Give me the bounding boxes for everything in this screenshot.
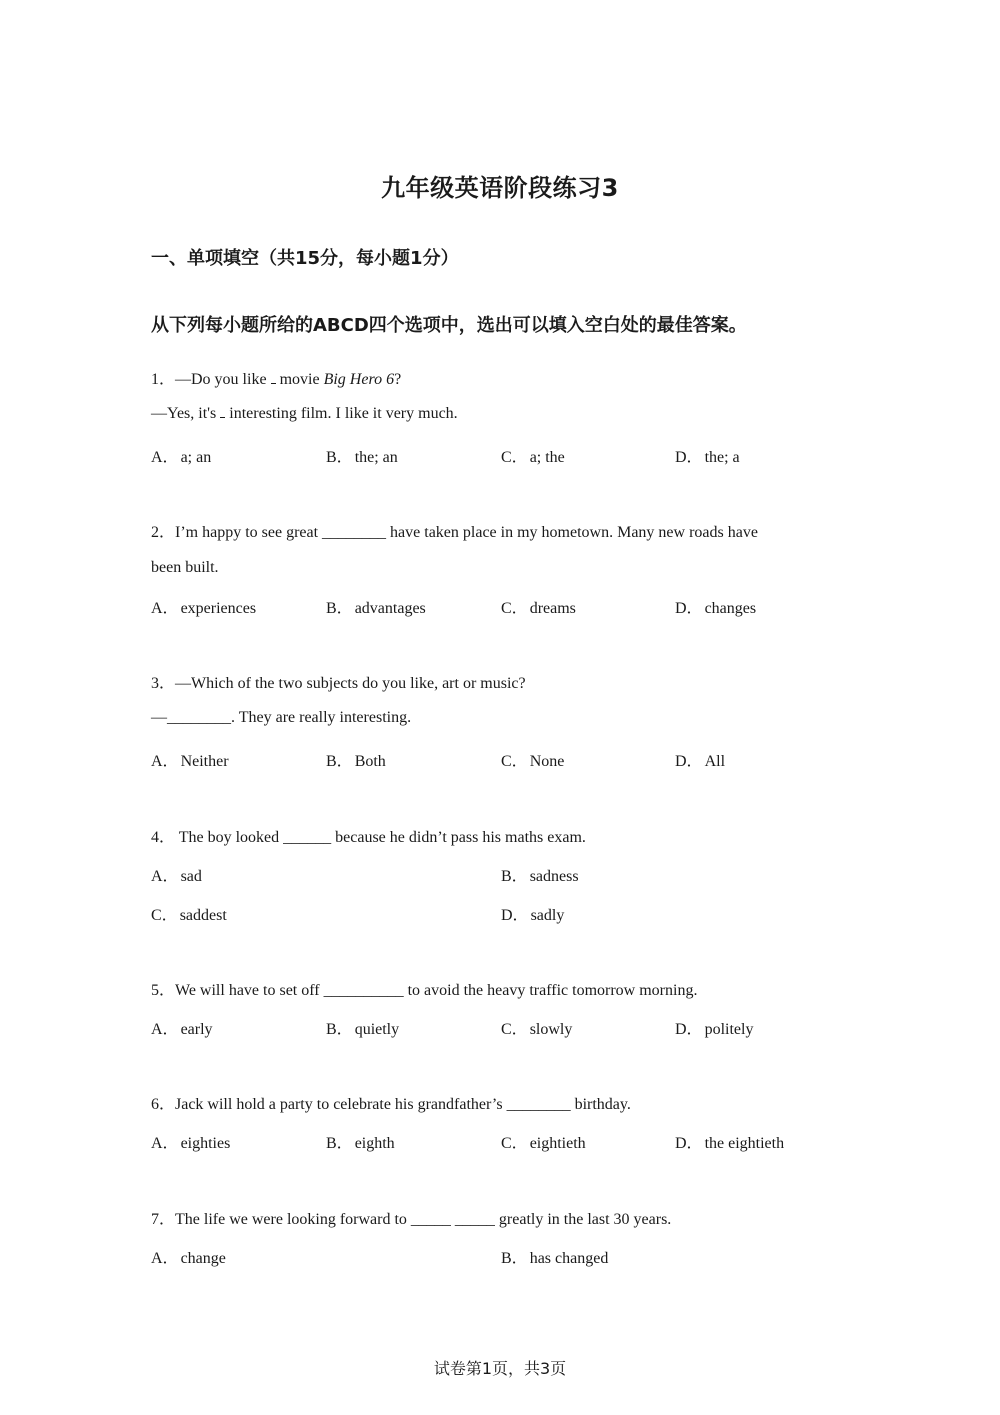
question-1-line-1 [151, 366, 401, 389]
section-instruction: 从下列每小题所给的ABCD四个选项中，选出可以填入空白处的最佳答案。 [151, 315, 747, 336]
question-4-option-d[interactable]: D． sadly [501, 907, 565, 924]
question-1-text-a: 1．—Do you like [151, 371, 271, 388]
section-heading: 一、单项填空（共15分，每小题1分） [151, 248, 459, 269]
question-1-option-d[interactable]: D． the; a [675, 449, 740, 466]
question-1-line-2 [151, 405, 458, 423]
movie-title: Big Hero 6 [323, 371, 395, 388]
question-3-line-2: —________. They are really interesting. [151, 709, 412, 726]
question-5-option-b[interactable]: B． quietly [326, 1021, 400, 1038]
question-5-option-a[interactable]: A． early [151, 1021, 213, 1038]
question-5-line-1: 5．We will have to set off __________ to avoid the heavy traffic tomorrow morning. [151, 982, 698, 999]
question-2-option-a[interactable]: A． experiences [151, 600, 257, 617]
question-1-option-a[interactable]: A． a; an [151, 449, 212, 466]
question-1-option-c[interactable]: C． a; the [501, 449, 565, 466]
question-6-option-c[interactable]: C． eightieth [501, 1135, 586, 1152]
question-6-line-1: 6．Jack will hold a party to celebrate his grandfather’s ________ birthday. [151, 1096, 631, 1113]
question-3-option-a[interactable]: A． Neither [151, 753, 229, 770]
question-5-option-d[interactable]: D． politely [675, 1021, 754, 1038]
question-1-text-d: —Yes, it's [151, 405, 221, 422]
question-6-option-b[interactable]: B． eighth [326, 1135, 395, 1152]
question-5-option-c[interactable]: C． slowly [501, 1021, 573, 1038]
question-4-option-c[interactable]: C． saddest [151, 907, 227, 924]
page-title: 九年级英语阶段练习3 [381, 174, 619, 202]
question-6-option-a[interactable]: A． eighties [151, 1135, 231, 1152]
question-2-option-c[interactable]: C． dreams [501, 600, 576, 617]
question-1-text-c: ? [394, 371, 402, 388]
page-footer: 试卷第1页，共3页 [433, 1359, 567, 1378]
question-2-line-1: 2．I’m happy to see great ________ have taken place in my hometown. Many new roads have [151, 524, 758, 541]
question-3-line-1: 3．—Which of the two subjects do you like, art or music? [151, 675, 526, 692]
question-6-option-d[interactable]: D． the eightieth [675, 1135, 785, 1152]
question-4-option-a[interactable]: A． sad [151, 868, 202, 885]
question-7-line-1: 7．The life we were looking forward to _____ _____ greatly in the last 30 years. [151, 1211, 672, 1228]
question-7-option-a[interactable]: A． change [151, 1250, 226, 1267]
question-4-line-1: 4． The boy looked ______ because he didn’t pass his maths exam. [151, 829, 586, 846]
question-3-option-b[interactable]: B． Both [326, 753, 386, 770]
question-7-option-b[interactable]: B． has changed [501, 1250, 609, 1267]
question-4-option-b[interactable]: B． sadness [501, 868, 579, 885]
question-1-text-b: movie [275, 371, 324, 388]
question-1-option-b[interactable]: B． the; an [326, 449, 398, 466]
question-1-text-e: interesting film. I like it very much. [225, 405, 458, 422]
question-2-option-b[interactable]: B． advantages [326, 600, 426, 617]
question-2-line-2: been built. [151, 559, 219, 576]
question-3-option-c[interactable]: C． None [501, 753, 565, 770]
question-3-option-d[interactable]: D． All [675, 753, 726, 770]
question-2-option-d[interactable]: D． changes [675, 600, 757, 617]
